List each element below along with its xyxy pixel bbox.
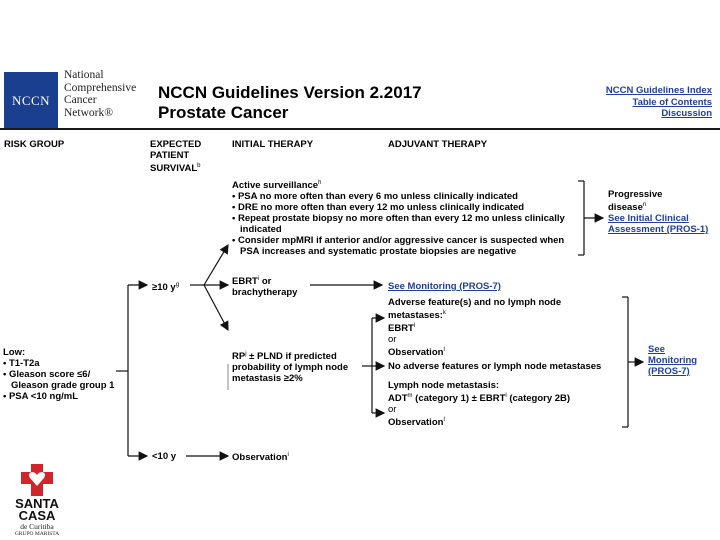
logo-line: Cancer [64, 94, 97, 106]
adverse-ebrt-label: EBRT [388, 323, 414, 335]
risk-group-low [3, 347, 121, 402]
column-adjuvant-therapy: ADJUVANT THERAPY [388, 139, 488, 150]
footnote-mark: i [257, 276, 260, 282]
footnote-mark: b [197, 163, 201, 169]
radical-prostatectomy [232, 349, 364, 384]
footnote-mark: i [287, 452, 289, 458]
cross-heart-icon [12, 462, 62, 498]
see-monitoring-right-link[interactable] [648, 344, 697, 377]
table-of-contents-link[interactable]: Table of Contents [632, 96, 712, 108]
observation-label: Observation [232, 452, 288, 464]
logo-line: Comprehensive [64, 81, 137, 94]
footnote-mark: g [175, 282, 180, 288]
active-surveillance-heading: Active surveillance [232, 180, 319, 192]
initial-clinical-assessment-link[interactable]: See Initial Clinical Assessment (PROS-1) [608, 213, 709, 236]
guideline-version: NCCN Guidelines Version 2.2017 [158, 83, 422, 102]
footnote-mark: k [442, 310, 446, 316]
logo-line: National [64, 69, 104, 81]
active-surveillance [232, 178, 578, 257]
adverse-features-option [388, 297, 620, 358]
ebrt-or-brachytherapy [232, 274, 297, 298]
progressive-disease [608, 189, 718, 235]
santa-casa-logo [12, 462, 62, 537]
ebrt-or-label: or [259, 276, 272, 288]
footnote-mark: l [413, 323, 416, 330]
logo-line: Network® [64, 106, 113, 119]
guidelines-index-link[interactable]: NCCN Guidelines Index [605, 85, 712, 96]
adt-label: ADT [388, 393, 408, 405]
category-label: (category 2B) [506, 393, 571, 405]
risk-criterion: • T1-T2a [3, 358, 40, 369]
survival-ge10 [152, 280, 179, 293]
footnote-mark: l [505, 393, 507, 399]
footnote-mark: j [245, 351, 247, 357]
brachytherapy-label: brachytherapy [232, 287, 298, 299]
rp-text: ± PLND if predicted probability of lymph node metastasis ≥2% [232, 351, 349, 385]
column-initial-therapy: INITIAL THERAPY [232, 139, 314, 150]
santa-casa-name: SANTA [15, 496, 59, 511]
footnote-mark: m [407, 393, 413, 399]
ebrt-label: EBRT [232, 276, 258, 288]
adverse-features-label: Adverse feature(s) and no lymph node metastases: [388, 297, 562, 322]
lymph-node-heading: Lymph node metastasis: [388, 380, 500, 391]
surveillance-item: • DRE no more often than every 12 mo unless clinically indicated [232, 202, 525, 214]
risk-criterion: • PSA <10 ng/mL [3, 391, 79, 402]
progressive-label: disease [608, 202, 643, 214]
footnote-mark: h [318, 180, 322, 186]
footnote-mark: l [443, 417, 445, 424]
column-expected-survival-label: EXPECTED PATIENT SURVIVAL [150, 139, 202, 175]
risk-group-heading: Low: [3, 347, 26, 358]
surveillance-item: • PSA no more often than every 6 mo unless clinically indicated [232, 191, 518, 203]
link-line[interactable]: (PROS-7) [648, 366, 690, 377]
discussion-link[interactable]: Discussion [661, 108, 712, 119]
adt-tail: (category 1) ± EBRT [412, 393, 506, 405]
connector-arrow [204, 285, 228, 330]
column-risk-group: RISK GROUP [4, 139, 65, 150]
no-adverse-features-option: No adverse features or lymph node metastases [388, 361, 602, 372]
surveillance-item: • Consider mpMRI if anterior and/or aggressive cancer is suspected when PSA increases and systematic prostate biopsies are negative [232, 235, 565, 258]
survival-lt10: <10 y [152, 451, 177, 462]
link-line[interactable]: Monitoring [648, 355, 698, 366]
link-line[interactable]: See [648, 344, 665, 355]
surveillance-item: • Repeat prostate biopsy no more often than every 12 mo unless clinically indicated [232, 213, 565, 236]
see-monitoring-link[interactable]: See Monitoring (PROS-7) [388, 281, 501, 292]
rp-label: RP [232, 351, 246, 363]
or-label: or [388, 404, 397, 416]
santa-casa-group: GRUPO MARISTA [14, 531, 60, 537]
santa-casa-city: de Curitiba [20, 522, 54, 531]
connector-arrow [204, 245, 228, 285]
lymph-observation-label: Observation [388, 417, 444, 429]
footnote-mark: l [443, 347, 445, 354]
progressive-label: Progressive [608, 189, 663, 200]
or-label: or [388, 334, 397, 346]
footnote-mark: n [642, 202, 647, 208]
adverse-observation-label: Observation [388, 347, 444, 359]
guideline-topic: Prostate Cancer [158, 103, 289, 122]
survival-ge10-label: ≥10 y [152, 282, 176, 294]
santa-casa-name: CASA [18, 508, 56, 523]
risk-criterion: • Gleason score ≤6/ Gleason grade group 1 [3, 369, 115, 391]
nccn-logo-text: NCCN [11, 93, 51, 108]
lymph-node-metastasis-option [388, 380, 620, 428]
observation-option [232, 450, 289, 463]
